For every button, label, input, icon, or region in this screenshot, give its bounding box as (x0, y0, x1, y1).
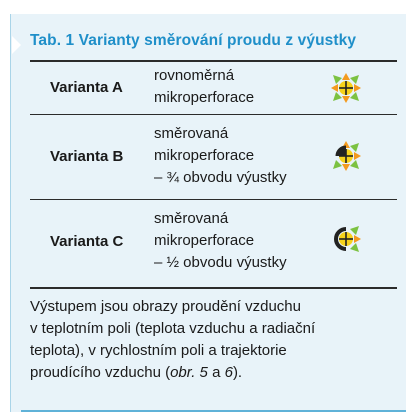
variant-description (154, 123, 287, 189)
table-title: Tab. 1 Varianty směrování proudu z výustky (30, 32, 357, 49)
table-row (30, 114, 397, 199)
variant-description (154, 65, 254, 109)
desc-line: – ½ obvodu výustky (154, 254, 287, 271)
variant-description (154, 208, 287, 274)
desc-line: směrovaná (154, 125, 229, 142)
footer-note (30, 296, 360, 384)
table-row (30, 199, 397, 287)
desc-line: směrovaná (154, 210, 229, 227)
footer-line: v teplotním poli (teplota vzduchu a radiační (30, 320, 316, 337)
footer-line: proudícího vzduchu (obr. 5 a 6). (30, 364, 243, 381)
figure-reference: 6 (224, 364, 233, 381)
desc-line: mikroperforace (154, 232, 255, 249)
variant-label: Varianta B (50, 148, 124, 165)
footer-line: Výstupem jsou obrazy proudění vzduchu (30, 298, 301, 315)
variant-label: Varianta C (50, 233, 124, 250)
panel-notch (12, 36, 21, 54)
bottom-rule (30, 287, 397, 289)
table-row (30, 60, 397, 114)
desc-line: mikroperforace (154, 147, 255, 164)
jet-all-directions-icon (330, 72, 362, 104)
jet-half-icon (330, 223, 362, 255)
figure-reference: obr. 5 (170, 364, 208, 381)
desc-line: – ¾ obvodu výustky (154, 169, 287, 186)
footer-line: teplota), v rychlostním poli a trajektorie (30, 342, 287, 359)
desc-line: rovnoměrná (154, 67, 235, 84)
jet-three-quarter-icon (330, 140, 362, 172)
desc-line: mikroperforace (154, 89, 255, 106)
variant-label: Varianta A (50, 79, 123, 96)
